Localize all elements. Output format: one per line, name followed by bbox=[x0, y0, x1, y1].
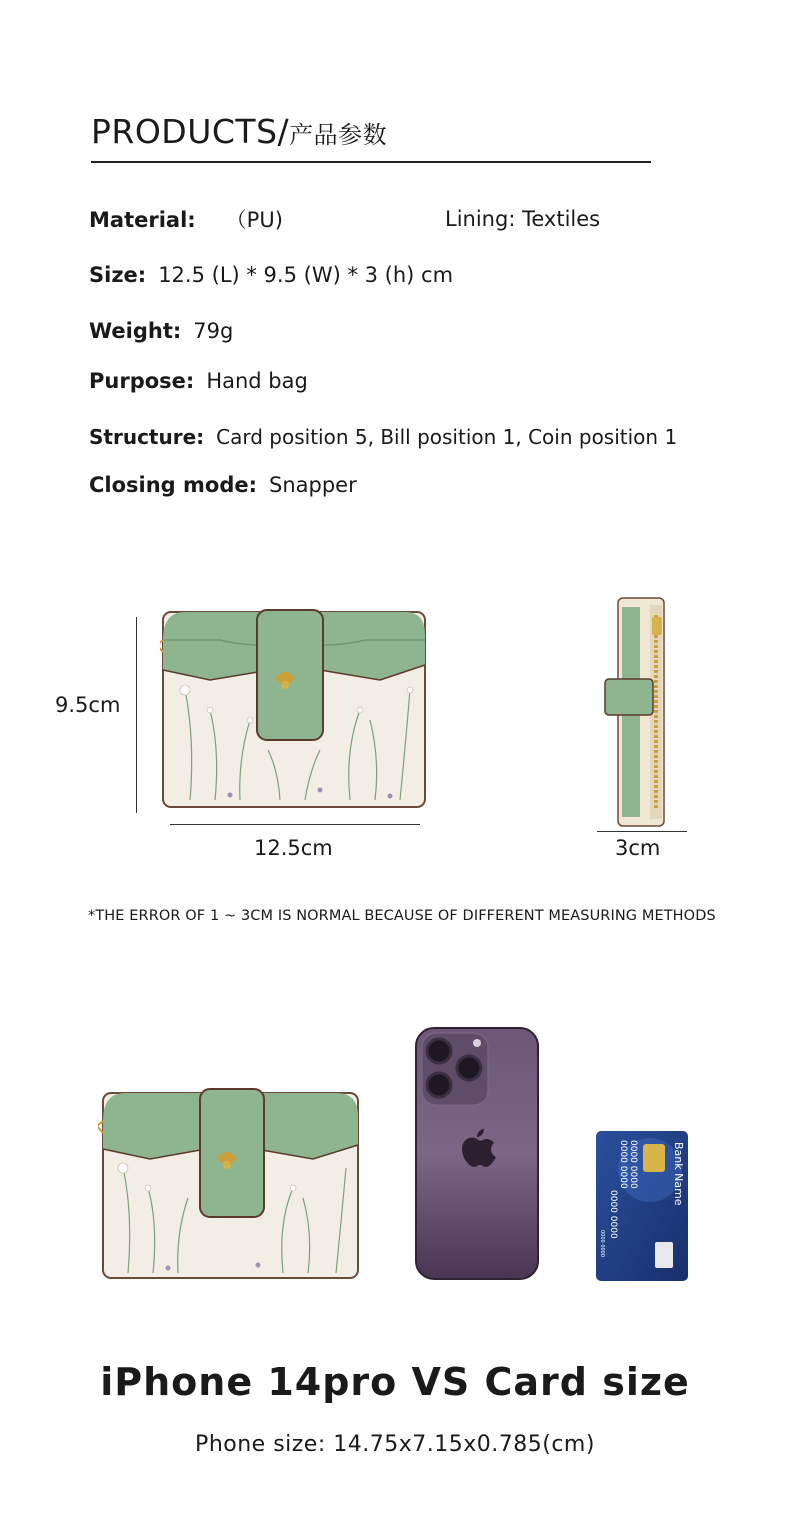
spec-value: Hand bag bbox=[206, 369, 308, 393]
card-small-text: 0000 0000 bbox=[599, 1230, 605, 1258]
spec-label: Material: bbox=[89, 208, 196, 232]
section-title bbox=[91, 112, 387, 151]
spec-value: 12.5 (L) * 9.5 (W) * 3 (h) cm bbox=[158, 263, 454, 287]
spec-label: Purpose: bbox=[89, 369, 195, 393]
measurement-note: *THE ERROR OF 1 ~ 3CM IS NORMAL BECAUSE OF DIFFERENT MEASURING METHODS bbox=[88, 908, 716, 924]
wallet-compare-image bbox=[98, 1083, 363, 1283]
height-label: 9.5cm bbox=[55, 693, 121, 717]
phone-size-text: Phone size: 14.75x7.15x0.785(cm) bbox=[195, 1432, 595, 1457]
comparison-title: iPhone 14pro VS Card size bbox=[100, 1360, 690, 1404]
card-number-row: 0000 0000 bbox=[608, 1190, 618, 1239]
spec-label: Weight: bbox=[89, 319, 182, 343]
spec-closing bbox=[89, 473, 357, 497]
wallet-front-image bbox=[160, 600, 430, 815]
spec-value: Textiles bbox=[522, 207, 601, 231]
spec-label: Structure: bbox=[89, 425, 205, 449]
length-label: 12.5cm bbox=[254, 836, 333, 860]
bank-card-image bbox=[595, 1130, 689, 1282]
title-divider bbox=[91, 161, 651, 163]
spec-structure bbox=[89, 425, 677, 449]
thickness-dimension-line bbox=[597, 831, 687, 832]
thickness-label: 3cm bbox=[615, 836, 661, 860]
spec-label: Closing mode: bbox=[89, 473, 258, 497]
length-dimension-line bbox=[170, 824, 420, 825]
spec-material bbox=[89, 204, 283, 234]
title-en: PRODUCTS/ bbox=[91, 112, 290, 151]
spec-value: Card position 5, Bill position 1, Coin position 1 bbox=[216, 425, 678, 449]
iphone-image bbox=[415, 1027, 539, 1280]
wallet-side-image bbox=[600, 595, 690, 830]
title-cn: 产品参数 bbox=[289, 121, 388, 149]
spec-label: Size: bbox=[89, 263, 147, 287]
spec-weight bbox=[89, 319, 233, 343]
spec-value: Snapper bbox=[269, 473, 357, 497]
spec-value: （PU) bbox=[225, 208, 283, 232]
spec-lining bbox=[445, 207, 600, 231]
spec-purpose bbox=[89, 369, 308, 393]
spec-value: 79g bbox=[193, 319, 234, 343]
spec-size bbox=[89, 263, 453, 287]
card-bank-name: Bank Name bbox=[672, 1142, 685, 1206]
card-number-row: 0000 0000 bbox=[618, 1140, 628, 1189]
height-dimension-line bbox=[136, 617, 137, 813]
spec-label: Lining: bbox=[445, 207, 516, 231]
card-number-row: 0000 0000 bbox=[628, 1140, 638, 1189]
